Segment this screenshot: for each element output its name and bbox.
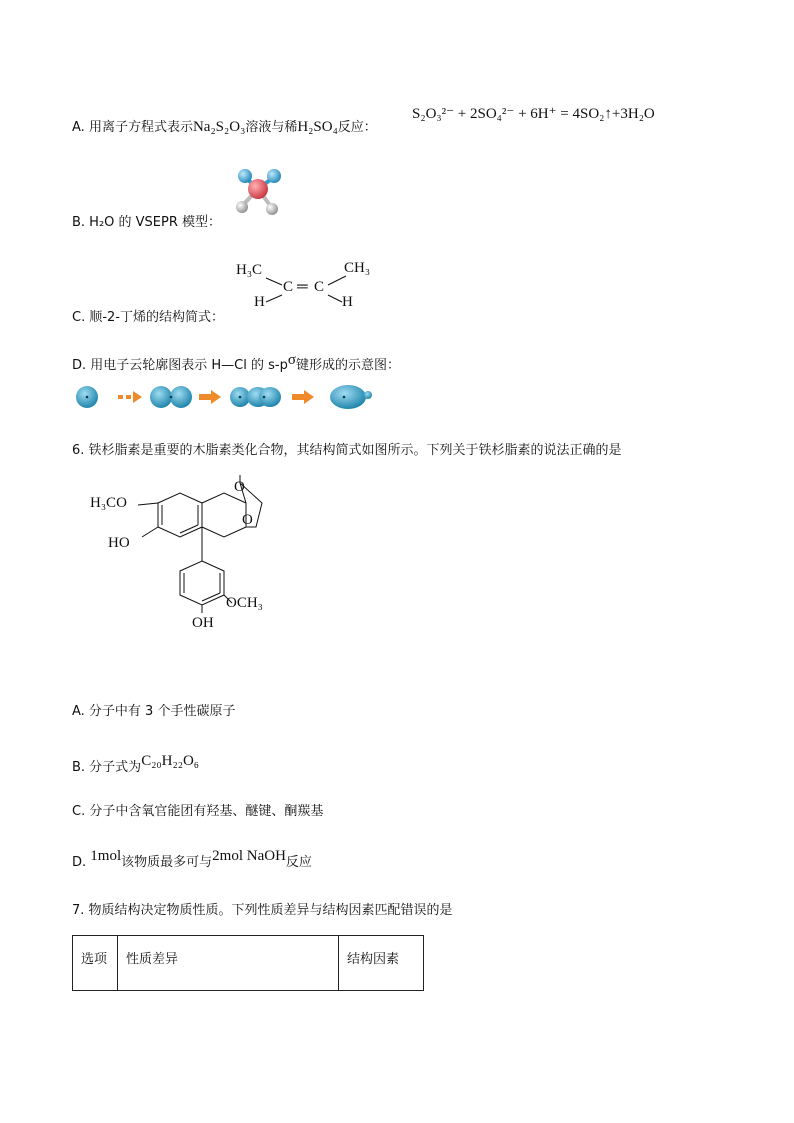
option-d-text2: 键形成的示意图： [295, 358, 400, 373]
amount-1mol: 1mol [90, 848, 122, 864]
header-option: 选项 [73, 936, 118, 991]
arrow-icon [199, 390, 221, 404]
molecular-formula: C₂₀H₂₂O₆ [141, 753, 200, 769]
water-ball-stick-model-icon [230, 164, 290, 220]
hydrogen-left: H [254, 294, 265, 310]
tsugarnin-structure [80, 475, 280, 635]
sigma-bond-lobe-icon [330, 385, 372, 409]
q6-option-d [72, 848, 312, 871]
ring-oxygen: O [242, 512, 253, 528]
q6-option-d-text2: 反应 [285, 855, 312, 870]
reagent-na2s2o3: Na₂S₂O₃ [192, 119, 246, 135]
header-property-difference: 性质差异 [118, 936, 339, 991]
oh-group: OH [192, 615, 214, 631]
option-d-text1: D. 用电子云轮廓图表示 H—Cl 的 s-p [72, 358, 288, 373]
carbon-left: C [283, 279, 294, 295]
table-row [73, 936, 424, 991]
h3co-group: H₃CO [90, 495, 127, 511]
option-a-text2: 溶液与稀 [245, 120, 298, 135]
cis-2-butene-structure [236, 260, 376, 312]
q6-option-b-prefix: B. 分子式为 [72, 760, 142, 775]
option-d [72, 354, 400, 374]
s-orbital-sphere-icon [76, 386, 98, 408]
h3c-group: H₃C [236, 262, 263, 278]
orbital-overlap-diagram [72, 378, 382, 414]
dashed-arrow-icon [118, 391, 142, 403]
option-a [72, 116, 377, 136]
question-7-stem: 7. 物质结构决定物质性质。下列性质差异与结构因素匹配错误的是 [72, 903, 453, 918]
option-a-label: A. [72, 120, 85, 135]
option-c: C. 顺-2-丁烯的结构简式： [72, 310, 224, 325]
ch3-group: CH₃ [344, 260, 371, 276]
q6-option-c: C. 分子中含氧官能团有羟基、醚键、酮羰基 [72, 804, 324, 819]
sigma-symbol: σ [287, 352, 296, 368]
header-structural-factor: 结构因素 [339, 936, 424, 991]
q6-option-d-text1: 该物质最多可与 [121, 855, 213, 870]
option-a-text3: 反应： [337, 120, 377, 135]
ketone-oxygen: O [234, 479, 245, 495]
q6-option-d-prefix: D. [72, 855, 87, 870]
option-a-text1: 用离子方程式表示 [88, 120, 193, 135]
ho-group: HO [108, 535, 130, 551]
question-6-stem: 6. 铁杉脂素是重要的木脂素类化合物，其结构简式如图所示。下列关于铁杉脂素的说法正确的是 [72, 443, 622, 458]
hydrogen-right: H [342, 294, 353, 310]
q7-table [72, 935, 424, 991]
q6-option-a: A. 分子中有 3 个手性碳原子 [72, 704, 236, 719]
arrow-icon-2 [292, 390, 314, 404]
ionic-equation: S₂O₃²⁻ + 2SO₄²⁻ + 6H⁺ = 4SO₂↑+3H₂O [412, 106, 655, 122]
double-bond: ═ [297, 279, 308, 295]
p-orbital-dumbbell-icon [150, 386, 192, 408]
q6-option-b [72, 753, 200, 776]
reagent-h2so4: H₂SO₄ [297, 119, 338, 135]
och3-group: OCH₃ [226, 595, 263, 611]
option-b: B. H₂O 的 VSEPR 模型： [72, 215, 222, 230]
carbon-right: C [314, 279, 325, 295]
overlap-orbital-icon [230, 387, 281, 407]
amount-2mol-naoh: 2mol NaOH [212, 848, 286, 864]
